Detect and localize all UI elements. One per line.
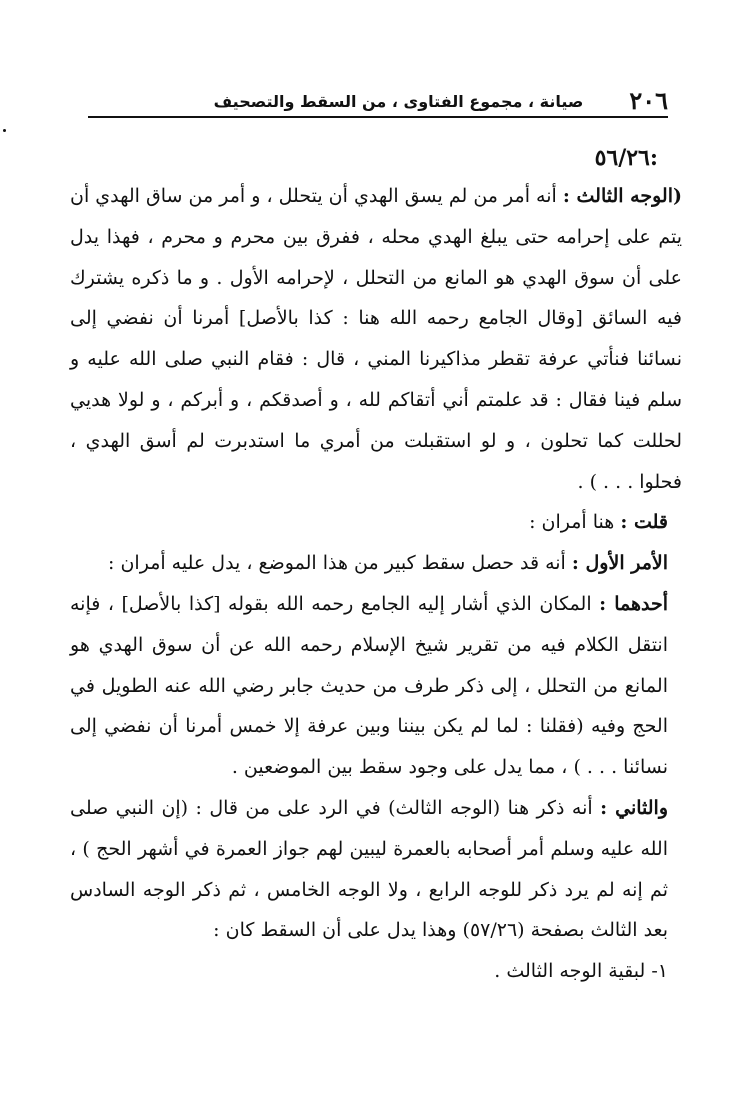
paragraph-second-evidence (70, 788, 682, 951)
paragraph-text: أنه أمر من لم يسق الهدي أن يتحلل ، و أمر من ساق الهدي أن يتم على إحرامه حتى يبلغ الهدي محله ، ففرق بين محرم و محرم ، فهذا يدل على أن سوق الهدي هو المانع من التحلل ، لإحرامه الأول . و ما ذكره يشترك فيه السائق [وقال الجامع رحمه الله هنا : كذا بالأصل] أمرنا أن نفضي إلى نسائنا فنأتي عرفة تقطر مذاكيرنا المني ، قال : فقام النبي صلى الله عليه و سلم فينا فقال : قد علمتم أني أتقاكم لله ، و أصدقكم ، و أبركم ، و لولا هديي لحللت كما تحلون ، و لو استقبلت من أمري ما استدبرت لم أسق الهدي ، فحلوا . . . ) . (70, 185, 682, 493)
margin-mark (3, 129, 6, 132)
running-title: صيانة ، مجموع الفتاوى ، من السقط والتصحيف (213, 92, 584, 111)
paragraph-text: أنه قد حصل سقط كبير من هذا الموضع ، يدل عليه أمران : (108, 552, 572, 575)
paragraph-first-evidence (70, 584, 682, 788)
paragraph-text: أنه ذكر هنا (الوجه الثالث) في الرد على من قال : (إن النبي صلى الله عليه وسلم أمر أصحابه بالعمرة ليبين لهم جواز العمرة في أشهر الحج ) ، ثم إنه لم يرد ذكر للوجه الرابع ، ولا الوجه الخامس ، ثم ذكر الوجه السادس بعد الثالث بصفحة (٥٧/٢٦) وهذا يدل على أن السقط كان : (70, 796, 668, 942)
page-number: ٢٠٦ (629, 86, 668, 115)
body-text (70, 176, 682, 992)
list-item: ١- لبقية الوجه الثالث . (494, 960, 668, 983)
paragraph-text: المكان الذي أشار إليه الجامع رحمه الله بقوله [كذا بالأصل] ، فإنه انتقل الكلام فيه من تقرير شيخ الإسلام رحمه الله عن أن سوق الهدي هو المانع من التحلل ، إلى ذكر طرف من حديث جابر رضي الله عنه الطويل في الحج وفيه (فقلنا : لما لم يكن بيننا وبين عرفة إلا خمس أمرنا أن نفضي إلى نسائنا . . . ) ، مما يدل على وجود سقط بين الموضعين . (70, 592, 668, 779)
page-header (88, 82, 668, 118)
volume-page-reference: :٥٦/٢٦ (594, 145, 658, 171)
paragraph-lead: والثاني : (600, 796, 668, 819)
paragraph-lead: قلت : (620, 511, 668, 534)
paragraph-lead: (الوجه الثالث : (562, 185, 682, 207)
paragraph-qultu (70, 502, 682, 543)
paragraph-lead: أحدهما : (599, 592, 668, 615)
paragraph-first-matter (70, 543, 682, 584)
paragraph-third-aspect (70, 176, 682, 502)
paragraph-lead: الأمر الأول : (571, 552, 668, 575)
paragraph-text: هنا أمران : (529, 511, 621, 534)
